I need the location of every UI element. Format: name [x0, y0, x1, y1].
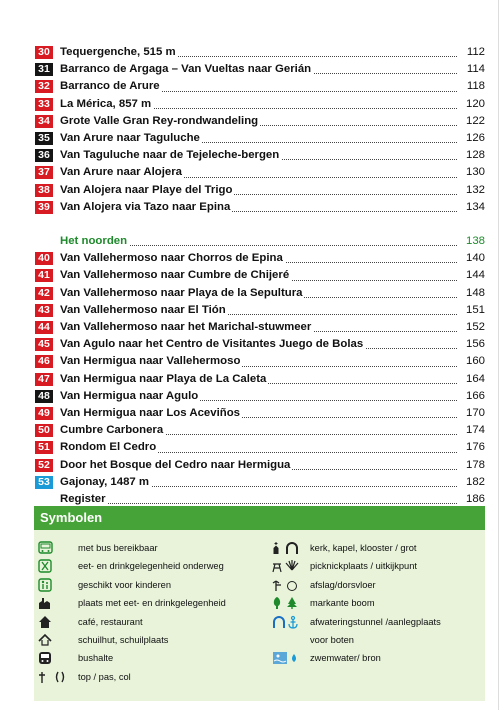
route-number-badge: 32 — [35, 80, 53, 93]
toc-title — [60, 474, 457, 491]
toc-title-text: La Mérica, 857 m — [60, 97, 152, 110]
legend-label: markante boom — [310, 598, 375, 609]
symbols-heading: Symbolen — [34, 506, 485, 530]
route-number-badge: 39 — [35, 201, 53, 214]
food-drink-icon — [38, 559, 72, 573]
legend-label: geschikt voor kinderen — [78, 579, 172, 590]
toc-row[interactable] — [35, 130, 485, 147]
toc-title — [60, 319, 457, 336]
toc-title — [60, 267, 457, 284]
toc-title-text: Van Vallehermoso naar El Tión — [60, 303, 226, 316]
toc-page-number: 130 — [465, 166, 485, 179]
route-number-badge: 50 — [35, 424, 53, 437]
toc-row[interactable] — [35, 44, 485, 61]
legend-label: afwateringstunnel /aanlegplaats — [310, 616, 441, 627]
legend-label: afslag/dorsvloer — [310, 579, 376, 590]
legend-item — [272, 649, 485, 667]
legend-label: kerk, kapel, klooster / grot — [310, 543, 417, 553]
table-of-contents — [35, 44, 485, 508]
toc-title-text: Door het Bosque del Cedro naar Hermigua — [60, 458, 291, 471]
toc-row[interactable] — [35, 302, 485, 319]
toc-page-number: 176 — [465, 441, 485, 454]
toc-title-text: Van Vallehermoso naar Cumbre de Chijeré — [60, 269, 290, 282]
route-number-badge: 31 — [35, 63, 53, 76]
toc-title — [60, 336, 457, 353]
toc-row[interactable] — [35, 474, 485, 491]
legend-item — [272, 576, 485, 594]
toc-row[interactable] — [35, 422, 485, 439]
toc-row[interactable] — [35, 113, 485, 130]
route-number-badge: 30 — [35, 46, 53, 59]
shelter-icon — [38, 633, 72, 647]
toc-page-number: 126 — [465, 131, 485, 144]
toc-title-text: Van Arure naar Alojera — [60, 166, 182, 179]
route-number-badge: 44 — [35, 321, 53, 334]
route-number-badge: 46 — [35, 355, 53, 368]
toc-row[interactable] — [35, 164, 485, 181]
route-number-badge: 49 — [35, 407, 53, 420]
legend-item — [38, 631, 268, 649]
route-number-badge: 51 — [35, 441, 53, 454]
toc-page-number: 128 — [465, 149, 485, 162]
legend-item — [38, 557, 268, 575]
route-number-badge: 42 — [35, 287, 53, 300]
toc-row[interactable] — [35, 267, 485, 284]
toc-title — [60, 147, 457, 164]
toc-title-text: Van Arure naar Taguluche — [60, 131, 200, 144]
toc-title — [60, 164, 457, 181]
toc-page-number: 152 — [465, 321, 485, 333]
toc-title-text: Van Taguluche naar de Tejeleche-bergen — [60, 149, 280, 162]
toc-row[interactable] — [35, 336, 485, 353]
toc-title-text: Van Vallehermoso naar Chorros de Epina — [60, 252, 283, 265]
legend-item — [38, 576, 268, 594]
house-icon — [38, 615, 72, 629]
toc-title-text: Van Vallehermoso naar Playa de la Sepultura — [60, 286, 303, 299]
toc-title — [60, 113, 457, 130]
toc-title — [60, 457, 457, 474]
legend-item — [38, 649, 268, 667]
toc-row[interactable] — [35, 147, 485, 164]
toc-row[interactable] — [35, 388, 485, 405]
summit-pass-icon — [38, 670, 72, 684]
route-number-badge: 37 — [35, 166, 53, 179]
toc-page-number: 164 — [465, 372, 485, 385]
tree-icon — [272, 596, 306, 610]
toc-row[interactable] — [35, 457, 485, 474]
legend-item — [38, 539, 268, 557]
toc-title-text: Gajonay, 1487 m — [60, 475, 150, 488]
legend-label: zwemwater/ bron — [310, 653, 381, 664]
toc-title — [60, 302, 457, 319]
legend-item — [38, 594, 268, 612]
toc-page-number: 166 — [465, 389, 485, 402]
toc-title-text: Van Vallehermoso naar het Marichal-stuwmeer — [60, 321, 312, 333]
toc-title-text: Van Hermigua naar Agulo — [60, 389, 199, 402]
tunnel-anchor-icon — [272, 615, 306, 629]
church-cave-icon — [272, 541, 306, 555]
route-number-badge: 38 — [35, 184, 53, 197]
toc-page-number: 144 — [465, 269, 485, 282]
legend-label: picknickplaats / uitkijkpunt — [310, 561, 417, 572]
route-number-badge: 36 — [35, 149, 53, 162]
toc-title — [60, 285, 457, 302]
toc-page-number: 178 — [465, 458, 485, 471]
legend-label: top / pas, col — [78, 671, 131, 682]
toc-page-number: 170 — [465, 406, 485, 419]
bus-stop-icon — [38, 651, 72, 665]
toc-page-number: 114 — [466, 63, 485, 76]
route-number-badge: 47 — [35, 373, 53, 386]
toc-title — [60, 233, 457, 250]
toc-page-number: 112 — [466, 46, 485, 58]
route-number-badge: 43 — [35, 304, 53, 317]
toc-title — [60, 130, 457, 147]
toc-row[interactable] — [35, 439, 485, 456]
toc-title — [60, 199, 457, 216]
toc-page-number: 186 — [465, 492, 485, 505]
toc-title — [60, 405, 457, 422]
toc-title-text: Grote Valle Gran Rey-rondwandeling — [60, 114, 259, 127]
legend-item — [272, 539, 485, 557]
toc-row[interactable] — [35, 78, 485, 95]
toc-title-text: Het noorden — [60, 235, 128, 248]
route-number-badge: 34 — [35, 115, 53, 128]
toc-title — [60, 61, 457, 78]
toc-row[interactable] — [35, 250, 485, 267]
village-icon — [38, 596, 72, 610]
toc-page-number: 156 — [465, 338, 485, 351]
toc-title-text: Tequergenche, 515 m — [60, 46, 176, 58]
toc-row[interactable] — [35, 199, 485, 216]
toc-title-text: Rondom El Cedro — [60, 441, 157, 454]
toc-row[interactable] — [35, 285, 485, 302]
toc-title — [60, 439, 457, 456]
legend-item — [272, 631, 485, 649]
toc-page-number: 138 — [465, 235, 485, 248]
symbols-left-column — [38, 539, 268, 686]
toc-title — [60, 78, 457, 95]
legend-label: café, restaurant — [78, 616, 143, 627]
toc-title-text: Van Hermigua naar Los Aceviños — [60, 406, 240, 419]
legend-label: schuilhut, schuilplaats — [78, 634, 169, 645]
toc-title-text: Van Hermigua naar Vallehermoso — [60, 355, 241, 368]
toc-title-text: Barranco de Arure — [60, 80, 160, 93]
toc-page-number: 174 — [465, 424, 485, 437]
toc-title — [60, 96, 457, 113]
toc-title — [60, 388, 457, 405]
toc-row[interactable] — [35, 353, 485, 370]
toc-page-number: 140 — [465, 252, 485, 265]
toc-title — [60, 250, 457, 267]
toc-title — [60, 353, 457, 370]
toc-row[interactable] — [35, 182, 485, 199]
toc-spacer — [35, 216, 485, 233]
route-number-badge: 52 — [35, 459, 53, 472]
toc-page-number: 132 — [465, 183, 485, 196]
toc-row[interactable] — [35, 61, 485, 78]
turnoff-icon — [272, 578, 306, 592]
route-number-badge: 35 — [35, 132, 53, 145]
symbols-right-column — [272, 539, 485, 668]
toc-page-number: 182 — [465, 475, 485, 488]
toc-page-number: 134 — [465, 200, 485, 213]
toc-row[interactable] — [35, 96, 485, 113]
route-number-badge: 45 — [35, 338, 53, 351]
toc-page-number: 118 — [466, 80, 485, 93]
boat-icon — [272, 633, 306, 647]
toc-title-text: Van Alojera via Tazo naar Epina — [60, 200, 231, 213]
family-icon — [38, 578, 72, 592]
legend-label: bushalte — [78, 653, 114, 664]
legend-label: met bus bereikbaar — [78, 543, 158, 553]
toc-page-number: 160 — [465, 355, 485, 368]
route-number-badge: 41 — [35, 269, 53, 282]
toc-row[interactable] — [35, 405, 485, 422]
toc-title-text: Van Hermigua naar Playa de La Caleta — [60, 372, 267, 385]
route-number-badge: 48 — [35, 390, 53, 403]
toc-title-text: Register — [60, 492, 106, 505]
toc-row[interactable] — [35, 371, 485, 388]
toc-row[interactable] — [35, 233, 485, 250]
toc-title — [60, 422, 457, 439]
toc-row[interactable] — [35, 319, 485, 336]
picnic-viewpoint-icon — [272, 559, 306, 573]
toc-page-number: 151 — [465, 303, 485, 316]
route-number-badge: 33 — [35, 98, 53, 111]
legend-item — [272, 594, 485, 612]
toc-page-number: 122 — [465, 114, 485, 127]
legend-label: voor boten — [310, 634, 354, 645]
legend-label: plaats met eet- en drinkgelegenheid — [78, 598, 226, 609]
toc-title-text: Van Agulo naar het Centro de Visitantes Juego de Bolas — [60, 338, 364, 351]
toc-title — [60, 182, 457, 199]
route-number-badge: 53 — [35, 476, 53, 489]
symbols-legend — [34, 506, 485, 701]
toc-title — [60, 371, 457, 388]
toc-title-text: Cumbre Carbonera — [60, 424, 164, 437]
legend-item — [272, 557, 485, 575]
legend-label: eet- en drinkgelegenheid onderweg — [78, 561, 224, 572]
bus-icon — [38, 541, 72, 555]
toc-title — [60, 44, 457, 61]
toc-page-number: 120 — [465, 97, 485, 110]
toc-title-text: Van Alojera naar Playe del Trigo — [60, 183, 233, 196]
legend-item — [38, 613, 268, 631]
route-number-badge: 40 — [35, 252, 53, 265]
toc-page-number: 148 — [465, 286, 485, 299]
toc-title-text: Barranco de Argaga – Van Vueltas naar Gerián — [60, 63, 312, 76]
legend-item — [38, 668, 268, 686]
swim-spring-icon — [272, 651, 306, 665]
legend-item — [272, 613, 485, 631]
